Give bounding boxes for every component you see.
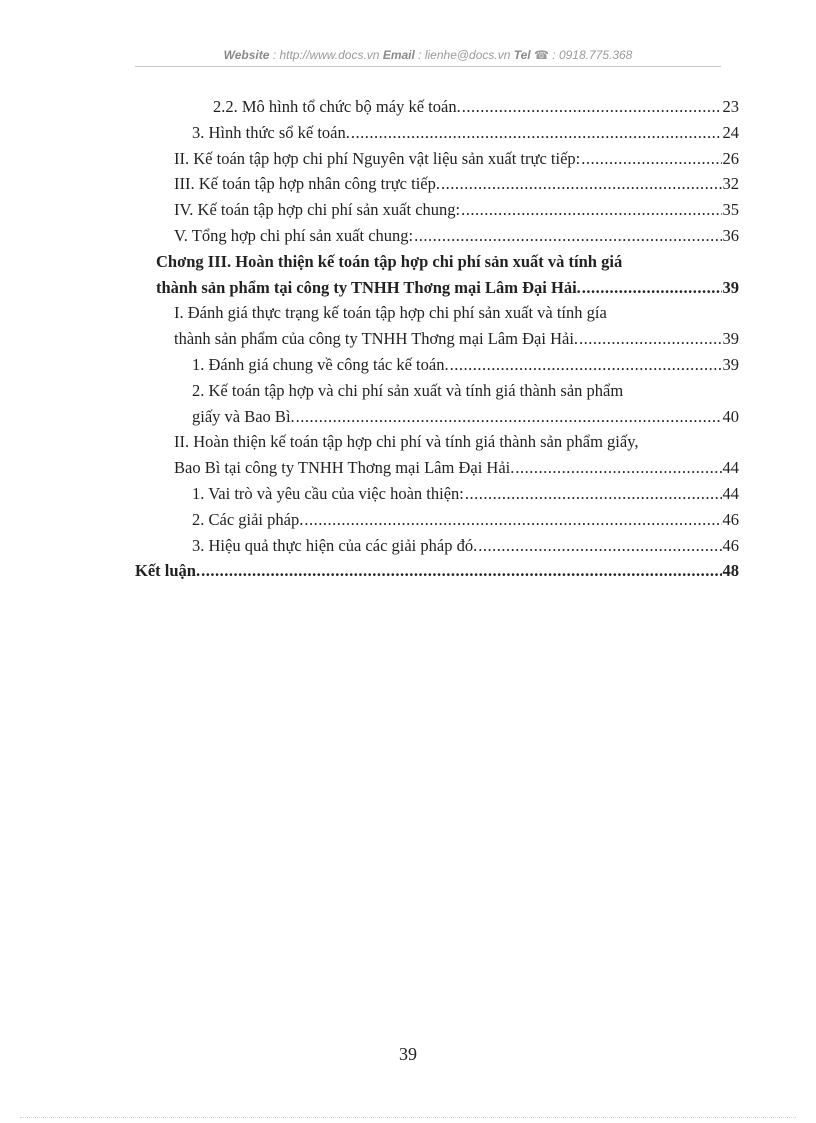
toc-leader-dots (201, 558, 721, 584)
toc-entry-page: 23 (722, 97, 739, 116)
toc-leader-dots (478, 533, 721, 559)
page-header (135, 48, 721, 62)
toc-entry-title: V. Tổng hợp chi phí sản xuất chung: (174, 225, 414, 245)
toc-entry-title-line1: Chơng III. Hoàn thiện kế toán tập hợp chi phí sản xuất và tính giá (156, 251, 623, 271)
toc-entry-title: 2.2. Mô hình tổ chức bộ máy kế toán. (213, 97, 461, 116)
toc-entry-page: 40 (722, 406, 739, 426)
toc-entry[interactable] (135, 197, 739, 223)
toc-entry-page: 44 (722, 458, 739, 478)
toc-entry[interactable] (135, 120, 739, 146)
toc-entry-title: IV. Kế toán tập hợp chi phí sản xuất chung: (174, 200, 461, 220)
toc-entry[interactable] (135, 481, 739, 507)
toc-entry[interactable] (135, 429, 739, 481)
tel-label: Tel (513, 48, 531, 62)
website-value: : http://www.docs.vn (269, 48, 383, 62)
toc-entry-title: 3. Hiệu quả thực hiện của các giải pháp đó. (192, 535, 478, 555)
toc-entry-title: II. Kế toán tập hợp chi phí Nguyên vật liệu sản xuất trực tiếp: (174, 148, 581, 168)
toc-leader-dots (450, 352, 722, 378)
tel-value: ☎ : 0918.775.368 (530, 48, 633, 62)
toc-leader-dots (461, 197, 721, 223)
toc-entry-page: 26 (722, 148, 739, 168)
toc-entry[interactable] (135, 171, 739, 197)
header-divider (135, 66, 721, 67)
toc-entry-title-line1: 2. Kế toán tập hợp và chi phí sản xuất và tính giá thành sản phẩm (192, 380, 624, 400)
toc-leader-dots (581, 146, 721, 172)
toc-entry-page: 35 (722, 200, 739, 220)
toc-entry-title: 1. Vai trò và yêu cầu của việc hoàn thiện: (192, 483, 464, 503)
toc-entry-page: 39 (722, 354, 739, 374)
toc-leader-dots (465, 481, 722, 507)
toc-entry[interactable] (135, 378, 739, 430)
toc-entry-title-line1: I. Đánh giá thực trạng kế toán tập hợp chi phí sản xuất và tính gía (174, 303, 607, 323)
toc-leader-dots (515, 455, 721, 481)
toc-entry-page: 46 (722, 535, 739, 555)
email-value: : lienhe@docs.vn (414, 48, 514, 62)
toc-entry[interactable] (135, 352, 739, 378)
toc-leader-dots (582, 275, 722, 301)
toc-entry[interactable] (135, 146, 739, 172)
toc-entry-title: Bao Bì tại công ty TNHH Thơng mại Lâm Đại Hải. (174, 458, 515, 478)
toc-leader-dots (351, 120, 722, 146)
page-number: 39 (399, 1044, 417, 1064)
toc-entry[interactable] (135, 300, 739, 352)
toc-entry-page: 39 (722, 277, 739, 297)
toc-conclusion-entry[interactable] (135, 558, 739, 584)
toc-entry[interactable] (135, 507, 739, 533)
toc-entry-title: giấy và Bao Bì. (192, 406, 295, 426)
toc-entry-title-line1: II. Hoàn thiện kế toán tập hợp chi phí và tính giá thành sản phẩm giấy, (174, 432, 639, 452)
toc-entry-page: 44 (722, 483, 739, 503)
toc-entry-page: 24 (722, 122, 739, 142)
toc-leader-dots (579, 326, 721, 352)
toc-entry-title: 1. Đánh giá chung về công tác kế toán. (192, 354, 449, 374)
toc-entry[interactable] (135, 223, 739, 249)
toc-entry-title: thành sản phẩm tại công ty TNHH Thơng mại Lâm Đại Hải. (156, 277, 581, 297)
toc-entry-page: 48 (722, 561, 739, 581)
bottom-divider (20, 1117, 796, 1118)
toc-leader-dots (296, 404, 722, 430)
toc-entry-page: 32 (722, 174, 739, 194)
toc-entry-page: 36 (722, 225, 739, 245)
toc-entry-title: thành sản phẩm của công ty TNHH Thơng mại Lâm Đại Hải. (174, 329, 579, 349)
toc-entry[interactable] (135, 94, 739, 120)
toc-entry-page: 46 (722, 509, 739, 529)
toc-entry[interactable] (135, 533, 739, 559)
toc-entry-page: 39 (722, 329, 739, 349)
toc-entry-title: III. Kế toán tập hợp nhân công trực tiếp. (174, 174, 440, 194)
toc-entry-title: 2. Các giải pháp. (192, 509, 304, 529)
toc-leader-dots (414, 223, 721, 249)
toc-leader-dots (441, 171, 722, 197)
toc-leader-dots (304, 507, 721, 533)
toc-entry-title: Kết luận. (135, 561, 201, 581)
website-label: Website (223, 48, 270, 62)
toc-chapter-entry[interactable] (135, 249, 739, 301)
email-label: Email (382, 48, 415, 62)
toc-leader-dots (462, 94, 722, 120)
table-of-contents (135, 94, 739, 584)
toc-entry-title: 3. Hình thức sổ kế toán. (192, 122, 350, 142)
